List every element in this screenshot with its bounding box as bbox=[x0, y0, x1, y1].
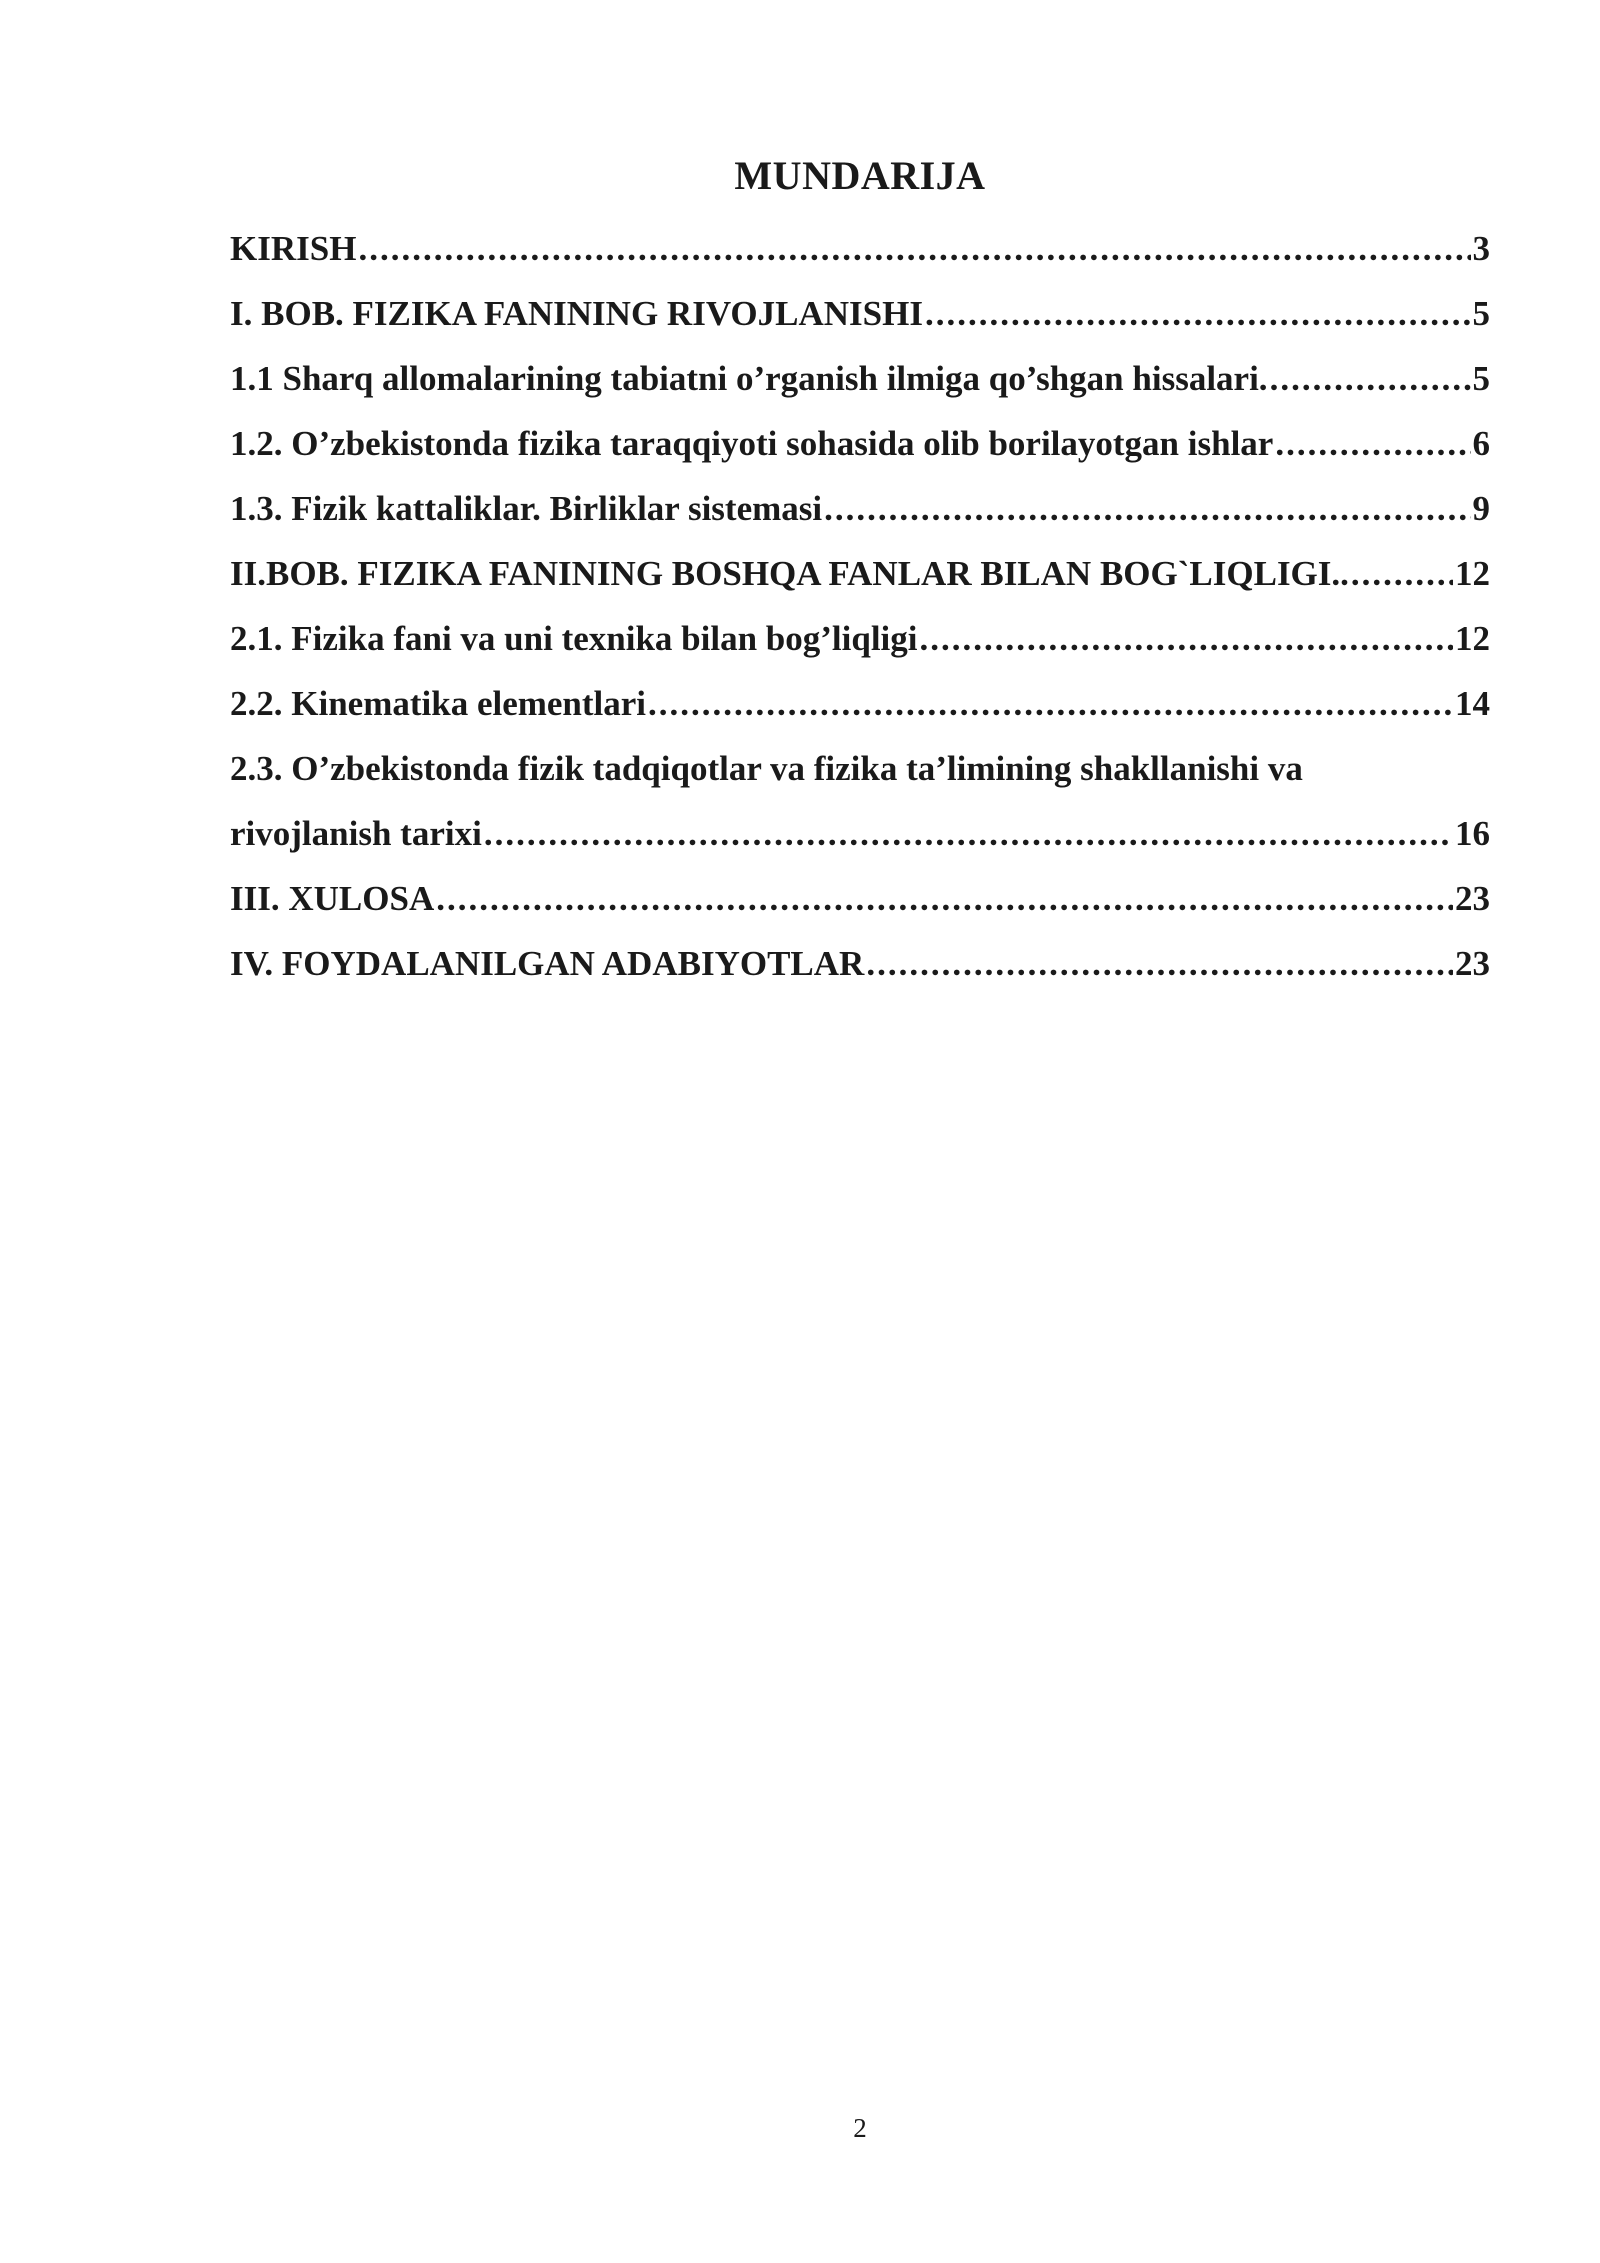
table-of-contents bbox=[230, 216, 1490, 996]
toc-entry-page: 12 bbox=[1455, 554, 1490, 593]
toc-entry-title: 1.1 Sharq allomalarining tabiatni o’rganish ilmiga qo’shgan hissalari. bbox=[230, 359, 1268, 398]
toc-entry-title: 2.2. Kinematika elementlari bbox=[230, 684, 647, 723]
toc-entry-page: 16 bbox=[1455, 814, 1490, 853]
toc-entry-page: 3 bbox=[1472, 229, 1490, 268]
toc-entry-page: 5 bbox=[1472, 294, 1490, 333]
toc-entry-2-3[interactable] bbox=[230, 736, 1490, 866]
dot-leader bbox=[1270, 346, 1471, 411]
toc-entry-title: KIRISH bbox=[230, 229, 357, 268]
toc-entry-page: 14 bbox=[1455, 684, 1490, 723]
toc-entry-title: 1.3. Fizik kattaliklar. Birliklar sistemasi bbox=[230, 489, 823, 528]
dot-leader bbox=[920, 606, 1453, 671]
dot-leader bbox=[358, 216, 1470, 281]
toc-entry-title: IV. FOYDALANILGAN ADABIYOTLAR bbox=[230, 944, 865, 983]
toc-entry-title: I. BOB. FIZIKA FANINING RIVOJLANISHI bbox=[230, 294, 923, 333]
toc-entry-page: 5 bbox=[1472, 359, 1490, 398]
toc-entry-page: 9 bbox=[1472, 489, 1490, 528]
toc-entry-page: 23 bbox=[1455, 944, 1490, 983]
toc-entry-title-line2: rivojlanish tarixi bbox=[230, 814, 482, 853]
toc-entry-1-3[interactable] bbox=[230, 476, 1490, 541]
page-title: MUNDARIJA bbox=[734, 153, 986, 198]
toc-entry-1-2[interactable] bbox=[230, 411, 1490, 476]
toc-entry-page: 12 bbox=[1455, 619, 1490, 658]
dot-leader bbox=[1275, 411, 1470, 476]
dot-leader bbox=[436, 866, 1453, 931]
toc-entry-page: 6 bbox=[1472, 424, 1490, 463]
toc-entry-2-2[interactable] bbox=[230, 671, 1490, 736]
toc-entry-title: 2.1. Fizika fani va uni texnika bilan bog’liqligi bbox=[230, 619, 918, 658]
toc-entry-2-1[interactable] bbox=[230, 606, 1490, 671]
page-number: 2 bbox=[853, 2113, 867, 2143]
dot-leader bbox=[925, 281, 1471, 346]
toc-entry-kirish[interactable] bbox=[230, 216, 1490, 281]
toc-entry-1-1[interactable] bbox=[230, 346, 1490, 411]
toc-entry-chapter-2[interactable] bbox=[230, 541, 1490, 606]
dot-leader bbox=[824, 476, 1470, 541]
toc-entry-page: 23 bbox=[1455, 879, 1490, 918]
dot-leader bbox=[1351, 541, 1453, 606]
toc-entry-title: 1.2. O’zbekistonda fizika taraqqiyoti sohasida olib borilayotgan ishlar bbox=[230, 424, 1274, 463]
toc-entry-chapter-1[interactable] bbox=[230, 281, 1490, 346]
toc-entry-title: III. XULOSA bbox=[230, 879, 435, 918]
toc-entry-title-line1: 2.3. O’zbekistonda fizik tadqiqotlar va fizika ta’limining shakllanishi va bbox=[230, 749, 1303, 788]
toc-entry-xulosa[interactable] bbox=[230, 866, 1490, 931]
dot-leader bbox=[484, 801, 1453, 866]
toc-entry-adabiyotlar[interactable] bbox=[230, 931, 1490, 996]
dot-leader bbox=[866, 931, 1453, 996]
dot-leader bbox=[648, 671, 1453, 736]
toc-entry-title: II.BOB. FIZIKA FANINING BOSHQA FANLAR BILAN BOG`LIQLIGI.. bbox=[230, 554, 1349, 593]
